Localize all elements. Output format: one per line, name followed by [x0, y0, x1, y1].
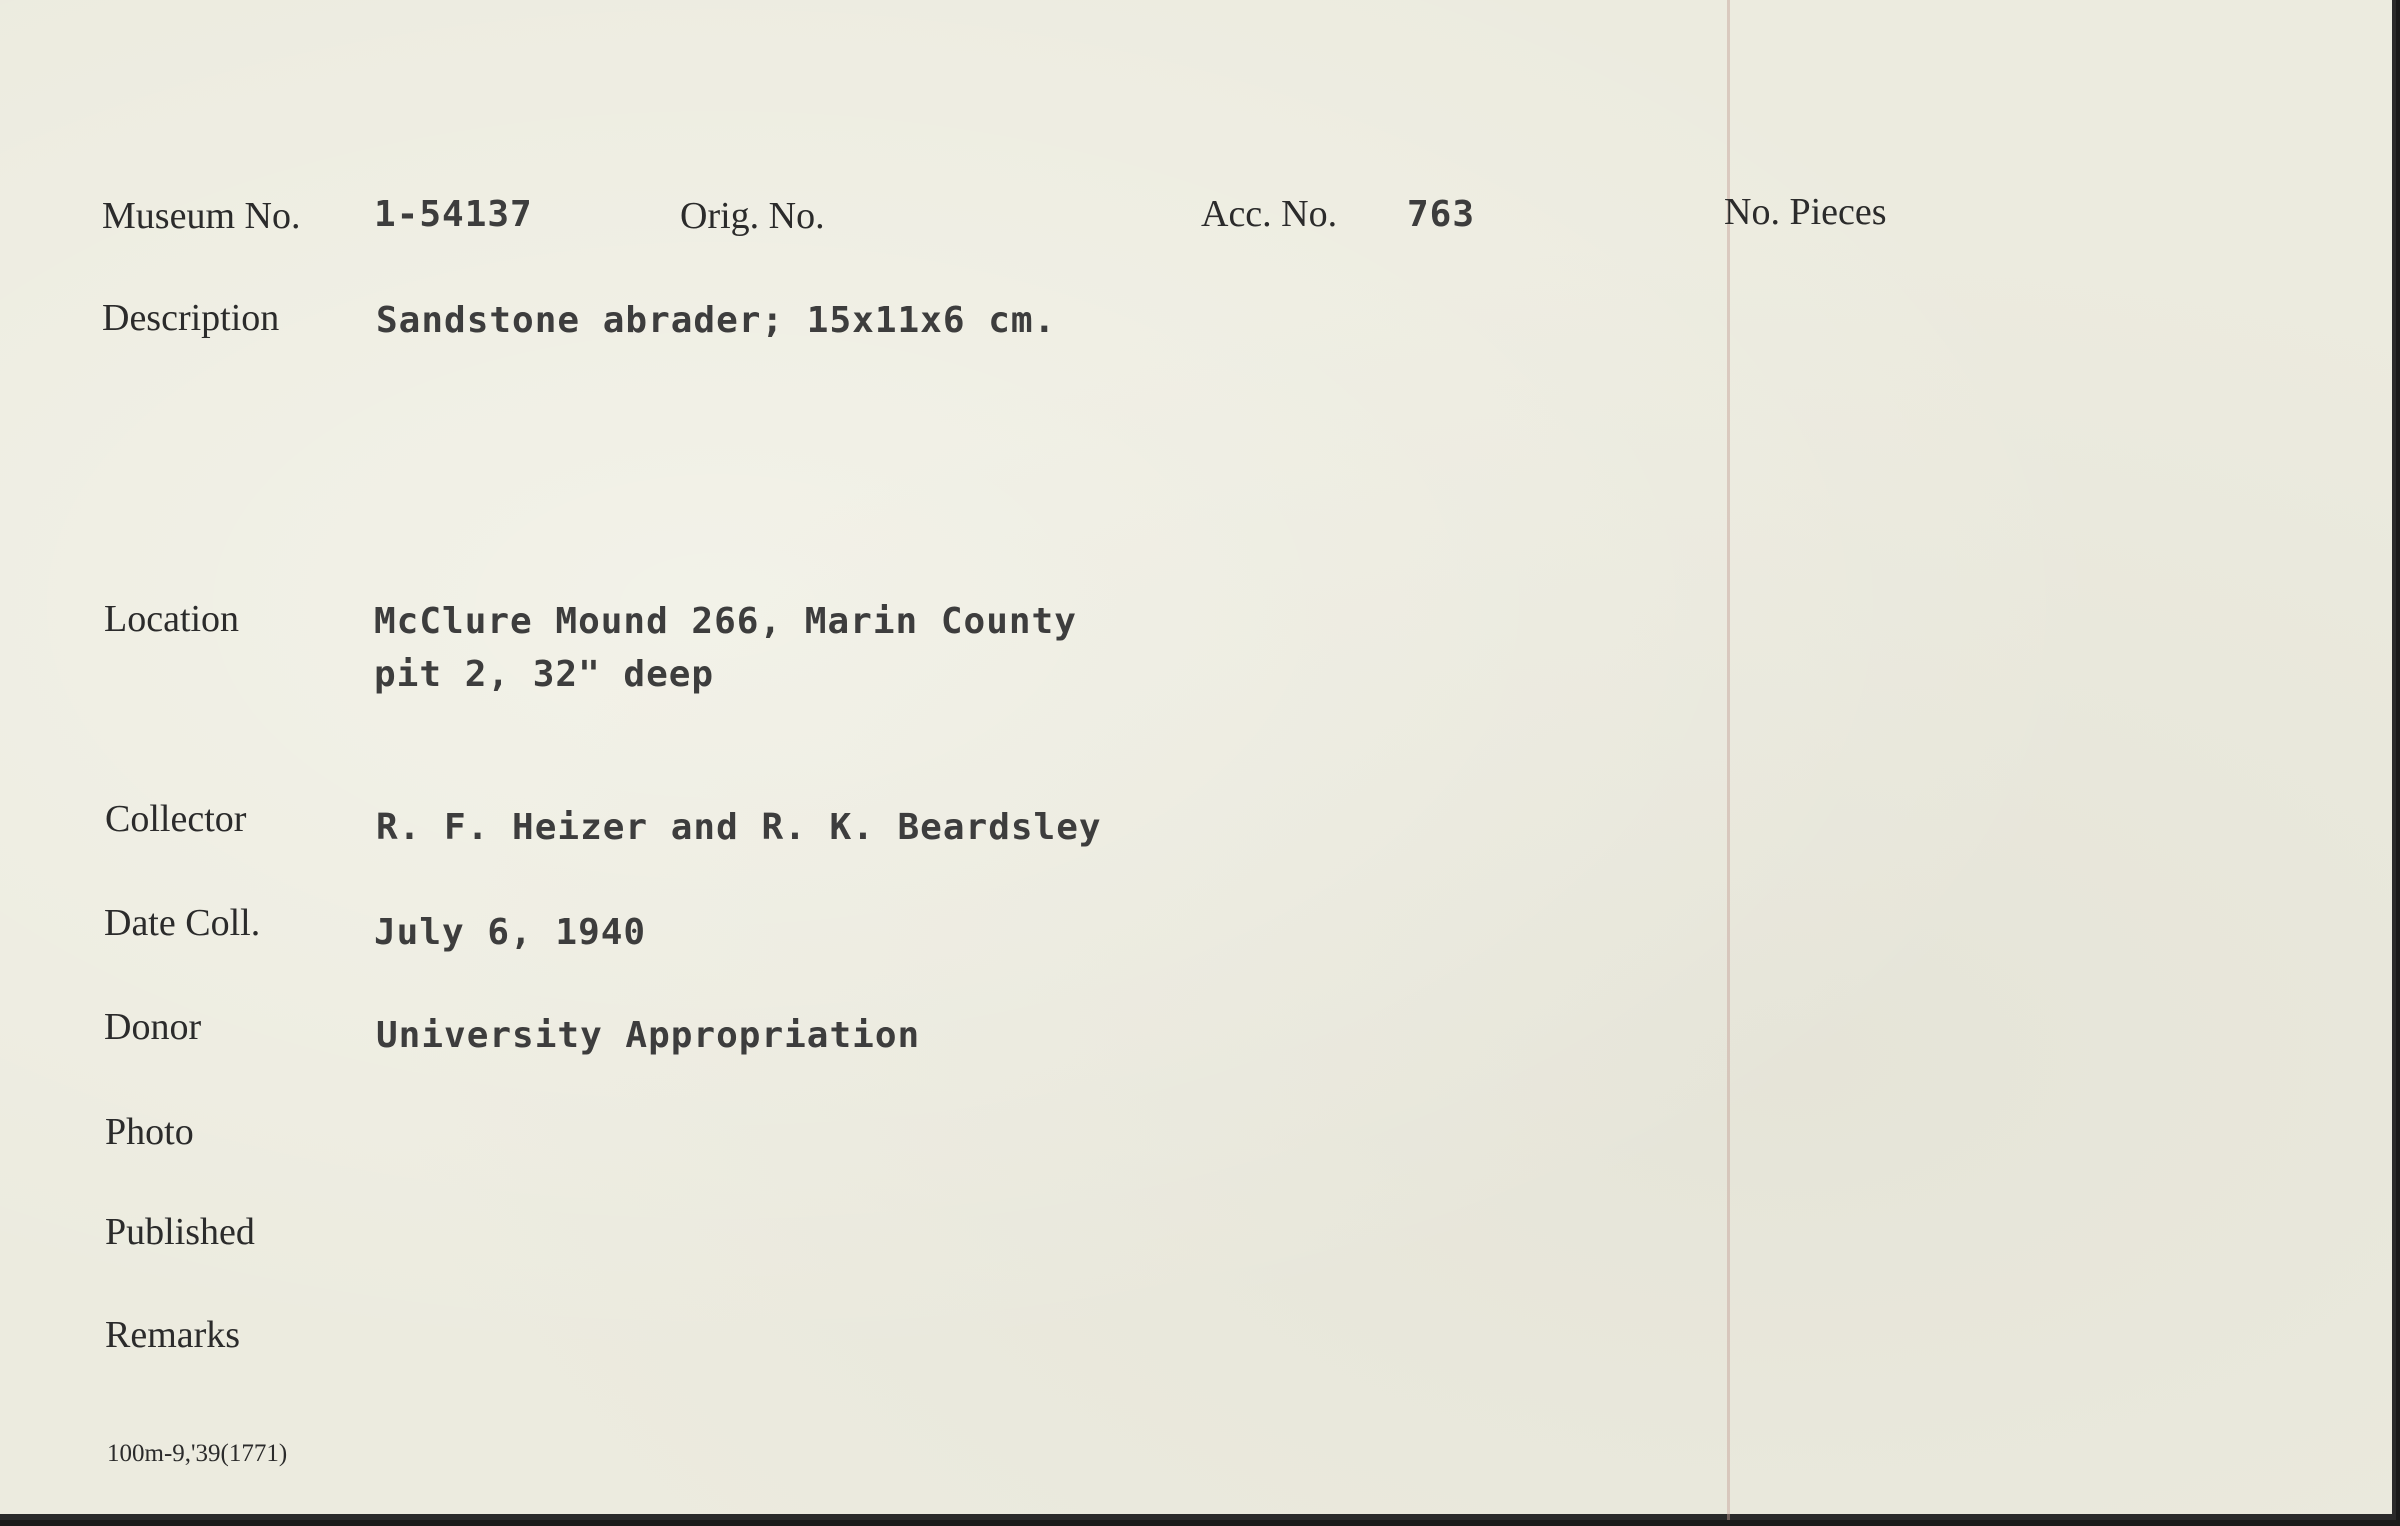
- acc-no-label: Acc. No.: [1201, 193, 1338, 235]
- form-code: 100m-9,'39(1771): [107, 1440, 288, 1467]
- location-label: Location: [104, 598, 240, 640]
- no-pieces-label: No. Pieces: [1724, 191, 1887, 233]
- donor-label: Donor: [104, 1006, 202, 1048]
- museum-no-value: 1-54137: [374, 194, 533, 235]
- donor-value: University Appropriation: [376, 1015, 921, 1056]
- collector-value: R. F. Heizer and R. K. Beardsley: [376, 807, 1102, 848]
- description-value: Sandstone abrader; 15x11x6 cm.: [376, 300, 1057, 341]
- collector-label: Collector: [105, 798, 247, 840]
- published-label: Published: [105, 1211, 255, 1253]
- photo-label: Photo: [105, 1111, 194, 1153]
- remarks-label: Remarks: [105, 1314, 241, 1356]
- description-label: Description: [102, 297, 280, 339]
- location-line-1: McClure Mound 266, Marin County: [374, 601, 1077, 642]
- location-line-2: pit 2, 32" deep: [374, 654, 715, 695]
- date-coll-value: July 6, 1940: [374, 912, 647, 953]
- acc-no-value: 763: [1407, 194, 1476, 235]
- museum-no-label: Museum No.: [102, 195, 301, 237]
- date-coll-label: Date Coll.: [104, 902, 261, 944]
- orig-no-label: Orig. No.: [680, 195, 825, 237]
